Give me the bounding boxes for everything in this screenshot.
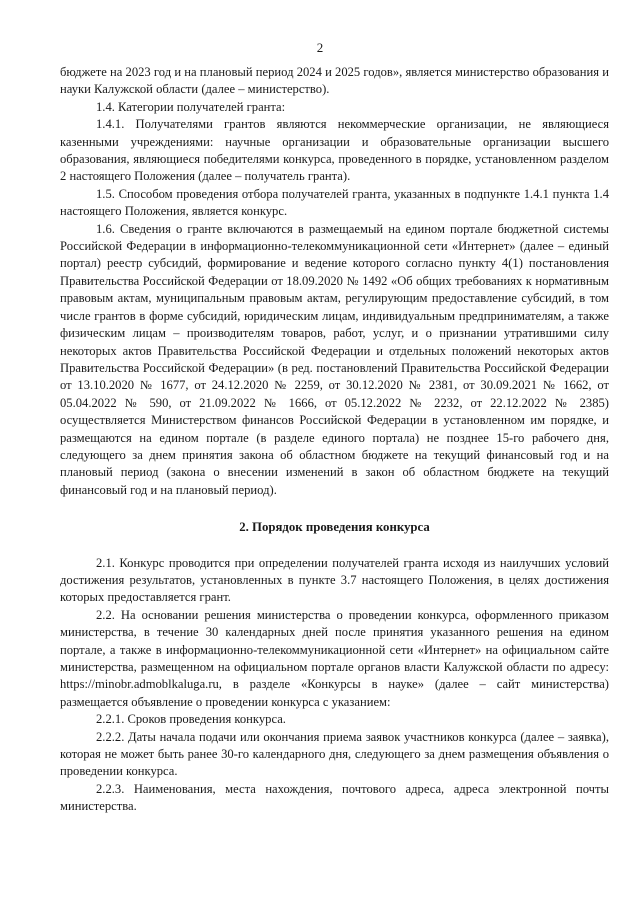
paragraph-1-5: 1.5. Способом проведения отбора получателей гранта, указанных в подпункте 1.4.1 пункта 1.4 настоящего Положения, является конкурс. (60, 186, 609, 219)
paragraph-1-4: 1.4. Категории получателей гранта: (96, 99, 286, 114)
paragraph-2-1: 2.1. Конкурс проводится при определении получателей гранта исходя из наилучших условий достижения результатов, установленных в пункте 3.7 настоящего Положения, в целях достижения которых предоставляется грант. (60, 555, 609, 605)
section-heading: 2. Порядок проведения конкурса (239, 520, 430, 535)
paragraph-2-2: 2.2. На основании решения министерства о проведении конкурса, оформленного приказом министерства, в течение 30 календарных дней после принятия указанного решения на едином портале, а также в информационно-телекоммуникационной сети «Интернет» на официальном сайте министерства, размещенном на официальном портале органов власти Калужской области по адресу: https://minobr.admoblkaluga.ru, в разделе «Конкурсы в науке» (далее – сайт министерства) размещается объявление о проведении конкурса с указанием: (60, 607, 609, 709)
page-number: 2 (316, 40, 324, 55)
paragraph-2-2-2: 2.2.2. Даты начала подачи или окончания приема заявок участников конкурса (далее – заявка), которая не может быть ранее 30-го календарного дня, следующего за днем размещения объявления о проведении конкурса. (60, 729, 609, 779)
paragraph-2-2-1: 2.2.1. Сроков проведения конкурса. (96, 712, 286, 727)
paragraph-1-6: 1.6. Сведения о гранте включаются в размещаемый на едином портале бюджетной системы Российской Федерации в информационно-телекоммуникационной сети «Интернет» (далее – единый портал) реестр субсидий, формирование и ведение которого согласно пункту 4(1) постановления Правительства Российской Федерации от 18.09.2020 № 1492 «Об общих требованиях к нормативным правовым актам, муниципальным правовым актам, регулирующим предоставление субсидий, в том числе грантов в форме субсидий, юридическим лицам, индивидуальным предпринимателям, а также физическим лицам – производителям товаров, работ, услуг, и о признании утратившими силу некоторых актов Правительства Российской Федерации и отдельных положений некоторых актов Правительства Российской Федерации» (в ред. постановлений Правительства Российской Федерации от 13.10.2020 № 1677, от 24.12.2020 № 2259, от 30.12.2020 № 2381, от 30.09.2021 № 1662, от 05.04.2022 № 590, от 21.09.2022 № 1666, от 05.12.2022 № 2232, от 22.12.2022 № 2385) осуществляется Министерством финансов Российской Федерации в установленном им порядке, и размещаются на едином портале (в разделе единого портала) не позднее 15-го рабочего дня, следующего за днем принятия закона об областном бюджете на текущий финансовый год и на плановый период (закона о внесении изменений в закон об областном бюджете на текущий финансовый год и на плановый период). (60, 221, 609, 497)
paragraph-2-2-3: 2.2.3. Наименования, места нахождения, почтового адреса, адреса электронной почты министерства. (60, 781, 609, 814)
paragraph-1-4-1: 1.4.1. Получателями грантов являются некоммерческие организации, не являющиеся казенными учреждениями: научные организации и образовательные организации высшего образования, являющиеся победителями конкурса, проведенного в порядке, установленном разделом 2 настоящего Положения (далее – получатель гранта). (60, 117, 609, 184)
paragraph-budget-continuation: бюджете на 2023 год и на плановый период 2024 и 2025 годов», является министерство образования и науки Калужской области (далее – министерство). (60, 65, 609, 97)
document-body (60, 64, 609, 816)
